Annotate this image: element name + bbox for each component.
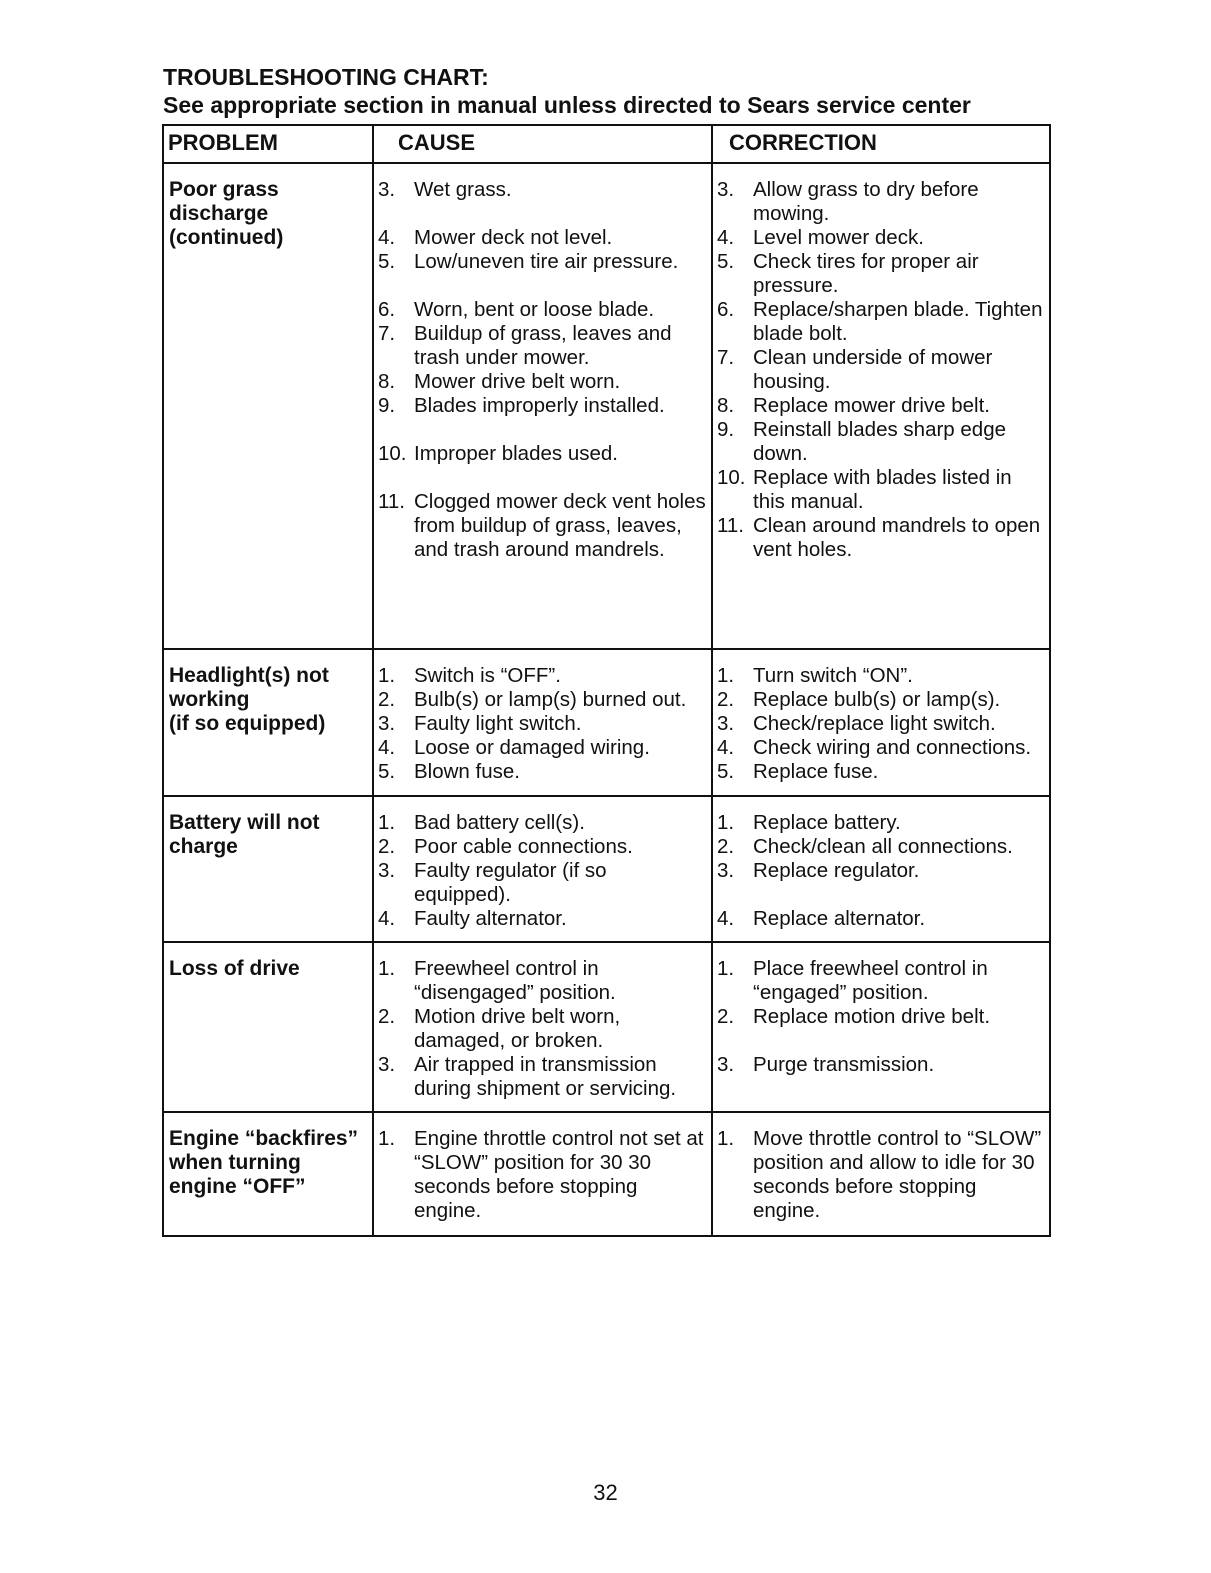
list-item [378, 957, 709, 1005]
problem-cell [163, 1112, 373, 1236]
item-text: Replace with blades listed in this manual. [753, 466, 1012, 513]
item-text: Blown fuse. [414, 760, 520, 783]
list-item [378, 835, 709, 859]
item-text: Buildup of grass, leaves and trash under mower. [414, 322, 672, 369]
table-row [163, 649, 1050, 796]
list-item [378, 370, 709, 394]
item-number: 4. [717, 736, 735, 759]
item-text: Mower deck not level. [414, 226, 613, 249]
item-number: 2. [717, 1005, 735, 1028]
item-text: Check/clean all connections. [753, 835, 1013, 858]
list-item [717, 226, 1047, 250]
list-item [378, 760, 709, 784]
item-text: Worn, bent or loose blade. [414, 298, 655, 321]
item-number: 6. [717, 298, 735, 321]
correction-cell [712, 649, 1050, 796]
list-item [717, 178, 1047, 226]
cause-cell [373, 163, 712, 649]
item-number: 4. [717, 226, 735, 249]
item-number: 3. [717, 178, 735, 201]
item-text: Bulb(s) or lamp(s) burned out. [414, 688, 687, 711]
page-subtitle: See appropriate section in manual unless directed to Sears service center [163, 92, 971, 118]
item-text: Wet grass. [414, 178, 512, 201]
problem-line: when turning [169, 1151, 301, 1174]
item-text: Replace bulb(s) or lamp(s). [753, 688, 1001, 711]
item-number: 3. [717, 1053, 735, 1076]
cause-cell [373, 649, 712, 796]
item-text: Air trapped in transmission during shipment or servicing. [414, 1053, 677, 1100]
item-text: Low/uneven tire air pressure. [414, 250, 679, 273]
item-text: Turn switch “ON”. [753, 664, 913, 687]
item-number: 3. [378, 1053, 396, 1076]
correction-cell [712, 796, 1050, 942]
list-item [378, 1127, 709, 1223]
item-number: 2. [378, 688, 396, 711]
item-text: Reinstall blades sharp edge down. [753, 418, 1006, 465]
item-text: Clogged mower deck vent holes from buildup of grass, leaves, and trash around mandrels. [414, 490, 706, 561]
item-number: 2. [717, 688, 735, 711]
list-item [717, 466, 1047, 514]
item-number: 2. [378, 835, 396, 858]
problem-cell [163, 942, 373, 1112]
item-number: 3. [717, 712, 735, 735]
item-number: 5. [378, 760, 396, 783]
item-text: Improper blades used. [414, 442, 618, 465]
item-number: 7. [378, 322, 396, 345]
item-text: Move throttle control to “SLOW” position and allow to idle for 30 seconds before stopping engine. [753, 1127, 1042, 1222]
list-item [717, 1005, 1047, 1029]
item-number: 8. [717, 394, 735, 417]
item-text: Level mower deck. [753, 226, 924, 249]
item-number: 10. [378, 442, 407, 465]
list-item [378, 442, 709, 466]
list-item [378, 1005, 709, 1053]
list-item [717, 712, 1047, 736]
list-item [717, 811, 1047, 835]
list-item [378, 712, 709, 736]
item-text: Replace/sharpen blade. Tighten blade bolt. [753, 298, 1043, 345]
item-text: Replace motion drive belt. [753, 1005, 991, 1028]
cause-cell [373, 1112, 712, 1236]
list-item [378, 688, 709, 712]
item-number: 11. [378, 490, 405, 513]
list-item [378, 250, 709, 274]
list-item [717, 736, 1047, 760]
item-text: Faulty regulator (if so equipped). [414, 859, 607, 906]
list-item [717, 664, 1047, 688]
item-number: 3. [717, 859, 735, 882]
item-number: 7. [717, 346, 735, 369]
item-text: Poor cable connections. [414, 835, 633, 858]
item-text: Freewheel control in “disengaged” position. [414, 957, 616, 1004]
item-text: Replace fuse. [753, 760, 879, 783]
list-item [378, 664, 709, 688]
item-number: 4. [378, 736, 396, 759]
header-correction: CORRECTION [712, 125, 1050, 163]
problem-line: working [169, 688, 250, 711]
item-number: 5. [378, 250, 396, 273]
item-text: Purge transmission. [753, 1053, 935, 1076]
cause-cell [373, 942, 712, 1112]
problem-line: (continued) [169, 226, 284, 249]
problem-line: Loss of drive [169, 957, 300, 980]
item-number: 2. [378, 1005, 396, 1028]
item-number: 2. [717, 835, 735, 858]
list-item [378, 298, 709, 322]
item-text: Clean underside of mower housing. [753, 346, 993, 393]
item-number: 1. [717, 811, 735, 834]
problem-line: Battery will not [169, 811, 320, 834]
table-row [163, 942, 1050, 1112]
list-item [717, 418, 1047, 466]
item-number: 9. [717, 418, 735, 441]
list-item [378, 859, 709, 907]
item-number: 3. [378, 178, 396, 201]
table-row [163, 796, 1050, 942]
item-number: 4. [378, 226, 396, 249]
header-cause: CAUSE [373, 125, 712, 163]
item-text: Loose or damaged wiring. [414, 736, 650, 759]
page-number: 32 [593, 1480, 618, 1505]
item-text: Replace regulator. [753, 859, 920, 882]
item-text: Blades improperly installed. [414, 394, 665, 417]
item-text: Faulty light switch. [414, 712, 582, 735]
item-text: Replace battery. [753, 811, 901, 834]
cause-cell [373, 796, 712, 942]
item-text: Place freewheel control in “engaged” position. [753, 957, 988, 1004]
item-text: Mower drive belt worn. [414, 370, 621, 393]
item-text: Allow grass to dry before mowing. [753, 178, 979, 225]
list-item [717, 514, 1047, 562]
item-number: 1. [378, 1127, 396, 1150]
item-number: 1. [717, 1127, 735, 1150]
list-item [378, 811, 709, 835]
item-text: Motion drive belt worn, damaged, or broken. [414, 1005, 621, 1052]
table-header-row [163, 125, 1050, 163]
list-item [717, 688, 1047, 712]
item-text: Replace mower drive belt. [753, 394, 990, 417]
correction-cell [712, 163, 1050, 649]
item-text: Clean around mandrels to open vent holes. [753, 514, 1041, 561]
list-item [378, 1053, 709, 1101]
item-number: 4. [378, 907, 396, 930]
correction-cell [712, 942, 1050, 1112]
item-text: Switch is “OFF”. [414, 664, 561, 687]
problem-line: discharge [169, 202, 269, 225]
table-row [163, 1112, 1050, 1236]
item-number: 3. [378, 712, 396, 735]
item-number: 8. [378, 370, 396, 393]
item-text: Check/replace light switch. [753, 712, 996, 735]
list-item [378, 736, 709, 760]
list-item [378, 490, 709, 562]
item-text: Engine throttle control not set at “SLOW” position for 30 30 seconds before stopping engine. [414, 1127, 704, 1222]
list-item [717, 907, 1047, 931]
problem-line: Poor grass [169, 178, 279, 201]
item-text: Check tires for proper air pressure. [753, 250, 979, 297]
table-row [163, 163, 1050, 649]
item-number: 5. [717, 250, 735, 273]
item-number: 1. [378, 664, 396, 687]
item-number: 9. [378, 394, 396, 417]
item-number: 3. [378, 859, 396, 882]
list-item [717, 250, 1047, 298]
list-item [717, 298, 1047, 346]
problem-cell [163, 163, 373, 649]
item-number: 1. [717, 664, 735, 687]
item-text: Check wiring and connections. [753, 736, 1032, 759]
item-text: Faulty alternator. [414, 907, 567, 930]
problem-line: Engine “backfires” [169, 1127, 359, 1150]
list-item [378, 394, 709, 418]
list-item [378, 322, 709, 370]
list-item [717, 760, 1047, 784]
item-number: 1. [378, 957, 396, 980]
list-item [717, 859, 1047, 883]
item-number: 10. [717, 466, 746, 489]
item-number: 1. [378, 811, 396, 834]
list-item [717, 957, 1047, 1005]
item-number: 1. [717, 957, 735, 980]
correction-cell [712, 1112, 1050, 1236]
problem-line: engine “OFF” [169, 1175, 306, 1198]
list-item [378, 226, 709, 250]
item-number: 4. [717, 907, 735, 930]
problem-cell [163, 649, 373, 796]
header-problem: PROBLEM [163, 125, 373, 163]
item-text: Replace alternator. [753, 907, 926, 930]
item-number: 11. [717, 514, 744, 537]
list-item [378, 907, 709, 931]
problem-line: Headlight(s) not [169, 664, 329, 687]
list-item [717, 1053, 1047, 1077]
list-item [717, 1127, 1047, 1223]
list-item [717, 346, 1047, 394]
problem-line: charge [169, 835, 238, 858]
list-item [717, 835, 1047, 859]
list-item [378, 178, 709, 202]
troubleshooting-table [162, 124, 1051, 1237]
item-text: Bad battery cell(s). [414, 811, 585, 834]
item-number: 6. [378, 298, 396, 321]
problem-cell [163, 796, 373, 942]
list-item [717, 394, 1047, 418]
item-number: 5. [717, 760, 735, 783]
page-title: TROUBLESHOOTING CHART: [163, 64, 489, 90]
problem-line: (if so equipped) [169, 712, 326, 735]
